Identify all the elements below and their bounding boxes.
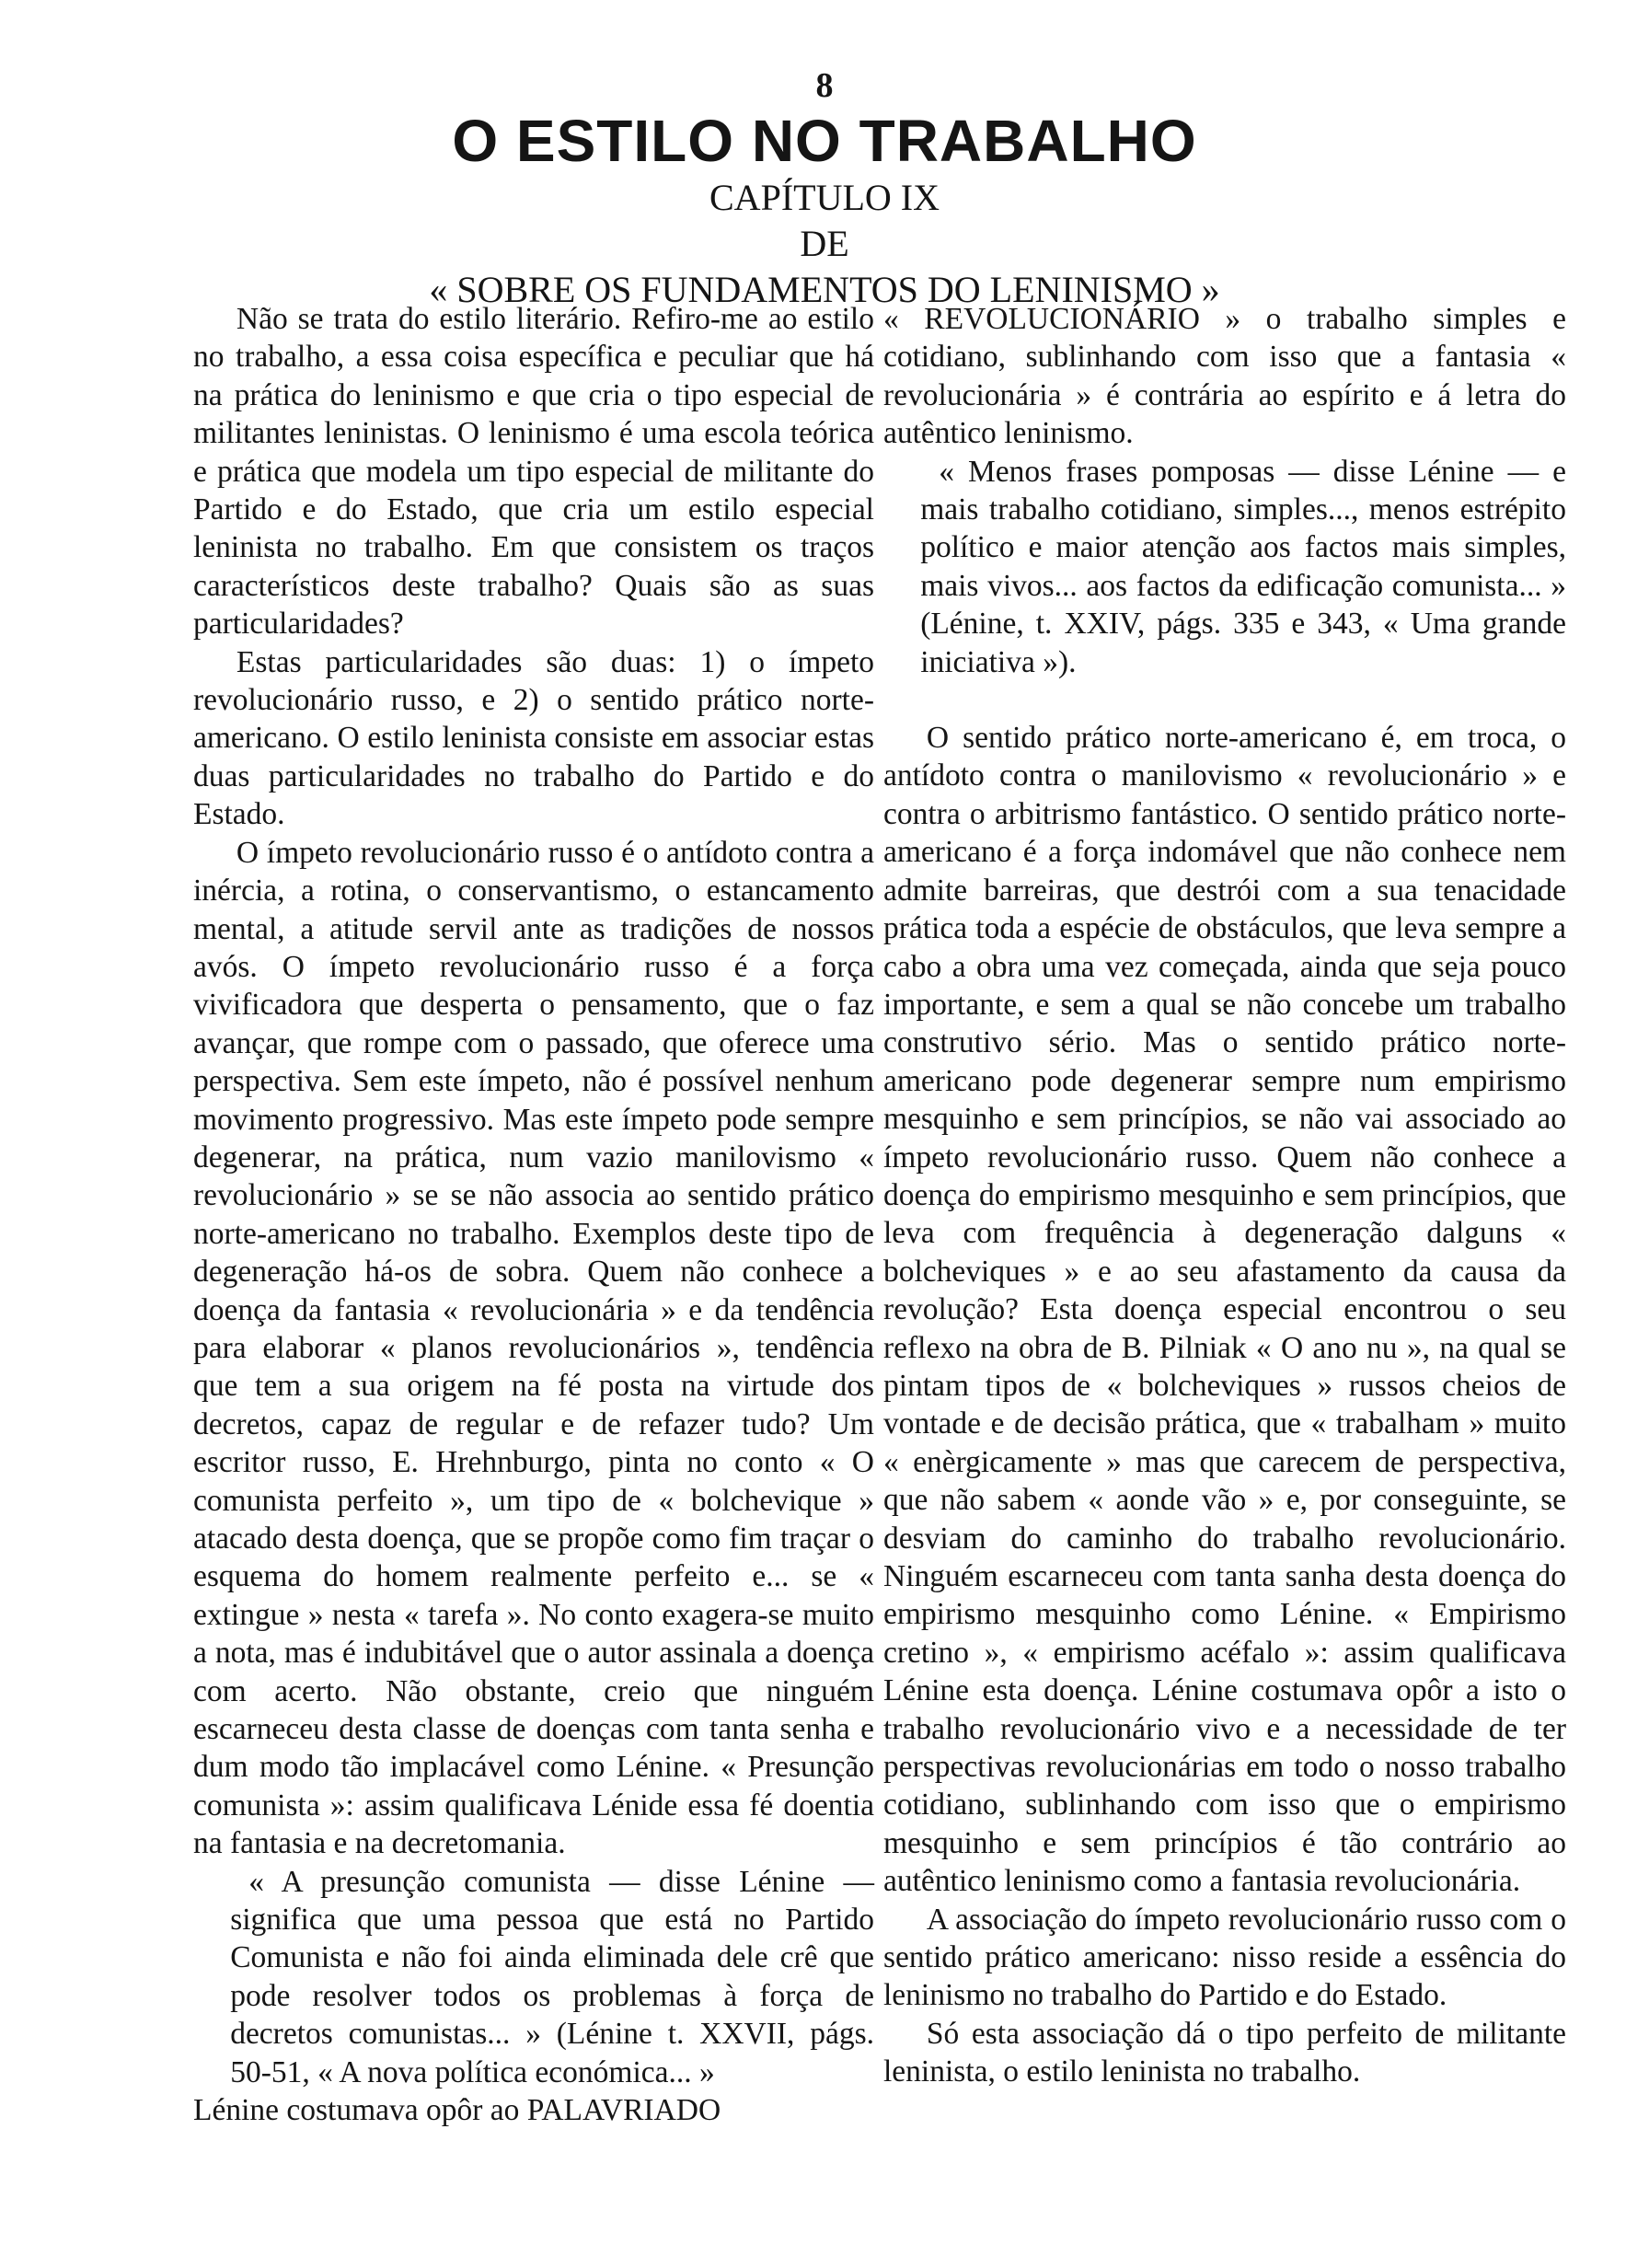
right-paragraph-2: O sentido prático norte-americano é, em troca, o antídoto contra o manilovismo « revolucionário » e contra o arbitrismo fantástico. O sentido prático norte-americano é a força indomável que não conhece nem admite barreiras, que destrói com a sua tenacidade prática toda a espécie de obstáculos, que leva sempre a cabo a obra uma vez começada, ainda que seja pouco importante, e sem a qual se não concebe um trabalho construtivo sério. Mas o sentido prático norte-americano pode degenerar sempre num empirismo mesquinho e sem princípios, se não vai associado ao ímpeto revolucionário russo. Quem não conhece a doença do empirismo mesquinho e sem princípios, que leva com frequência à degeneração dalguns « bolcheviques » e ao seu afastamento da causa da revolução? Esta doença especial encontrou o seu reflexo na obra de B. Pilniak « O ano nu », na qual se pintam tipos de « bolcheviques » russos cheios de vontade e de decisão prática, que « trabalham » muito « enèrgicamente » mas que carecem de perspectiva, que não sabem « aonde vão » e, por conseguinte, se desviam do caminho do trabalho revolucionário. Ninguém escarneceu com tanta sanha desta doença do empirismo mesquinho como Lénine. « Empirismo cretino », « empirismo acéfalo »: assim qualificava Lénine esta doença. Lénine costumava opôr a isto o trabalho revolucionário vivo e a necessidade de ter perspectivas revolucionárias em todo o nosso trabalho cotidiano, sublinhando com isso que o empirismo mesquinho e sem princípios é tão contrário ao autêntico leninismo como a fantasia revolucionária. bbox=[883, 721, 1566, 1899]
chapter-heading: CAPÍTULO IX bbox=[709, 177, 940, 218]
right-paragraph-3: A associação do ímpeto revolucionário russo com o sentido prático americano: nisso reside a essência do leninismo no trabalho do Partido e do Estado. bbox=[883, 1902, 1566, 2013]
right-column bbox=[883, 300, 1566, 2091]
left-paragraph-3: O ímpeto revolucionário russo é o antídoto contra a inércia, a rotina, o conservantismo, o estancamento mental, a atitude servil ante as tradições de nossos avós. O ímpeto revolucionário russo é a força vivificadora que desperta o pensamento, que o faz avançar, que rompe com o passado, que oferece uma perspectiva. Sem este ímpeto, não é possível nenhum movimento progressivo. Mas este ímpeto pode sempre degenerar, na prática, num vazio manilovismo « revolucionário » se se não associa ao sentido prático norte-americano no trabalho. Exemplos deste tipo de degeneração há-os de sobra. Quem não conhece a doença da fantasia « revolucionária » e da tendência para elaborar « planos revolucionários », tendência que tem a sua origem na fé posta na virtude dos decretos, capaz de regular e de refazer tudo? Um escritor russo, E. Hrehnburgo, pinta no conto « O comunista perfeito », um tipo de « bolchevique » atacado desta doença, que se propõe como fim traçar o esquema do homem realmente perfeito e... se « extingue » nesta « tarefa ». No conto exagera-se muito a nota, mas é indubitável que o autor assinala a doença com acerto. Não obstante, creio que ninguém escarneceu desta classe de doenças com tanta senha e dum modo tão implacável como Lénine. « Presunção comunista »: assim qualificava Lénide essa fé doentia na fantasia e na decretomania. bbox=[193, 835, 874, 1861]
page-number: 8 bbox=[815, 66, 834, 105]
left-paragraph-1: Não se trata do estilo literário. Refiro-me ao estilo no trabalho, a essa coisa específica e peculiar que há na prática do leninismo e que cria o tipo especial de militantes leninistas. O leninismo é uma escola teórica e prática que modela um tipo especial de militante do Partido e do Estado, que cria um estilo especial leninista no trabalho. Em que consistem os traços característicos deste trabalho? Quais são as suas particularidades? bbox=[193, 302, 874, 642]
left-paragraph-2: Estas particularidades são duas: 1) o ímpeto revolucionário russo, e 2) o sentido prático norte-americano. O estilo leninista consiste em associar estas duas particularidades no trabalho do Partido e do Estado. bbox=[193, 644, 874, 832]
source-title: « SOBRE OS FUNDAMENTOS DO LENINISMO » bbox=[429, 269, 1220, 310]
left-paragraph-4: Lénine costumava opôr ao PALAVRIADO bbox=[193, 2093, 721, 2128]
page-title: O ESTILO NO TRABALHO bbox=[452, 108, 1197, 174]
right-quote: « Menos frases pomposas — disse Lénine — e mais trabalho cotidiano, simples..., menos estrépito político e maior atenção aos factos mais simples, mais vivos... aos factos da edificação comunista... » (Lénine, t. XXIV, págs. 335 e 343, « Uma grande iniciativa »). bbox=[920, 454, 1566, 679]
de-line: DE bbox=[800, 223, 849, 264]
right-paragraph-1: « REVOLUCIONÁRIO » o trabalho simples e cotidiano, sublinhando com isso que a fantasia « revolucionária » é contrária ao espírito e á letra do autêntico leninismo. bbox=[883, 302, 1566, 451]
left-quote: « A presunção comunista — disse Lénine — significa que uma pessoa que está no Partido Comunista e não foi ainda eliminada dele crê que pode resolver todos os problemas à força de decretos comunistas... » (Lénine t. XXVII, págs. 50-51, « A nova política económica... » bbox=[230, 1864, 874, 2089]
left-column bbox=[193, 300, 874, 2130]
page-header bbox=[0, 64, 1649, 313]
right-paragraph-4: Só esta associação dá o tipo perfeito de militante leninista, o estilo leninista no trabalho. bbox=[883, 2016, 1566, 2089]
